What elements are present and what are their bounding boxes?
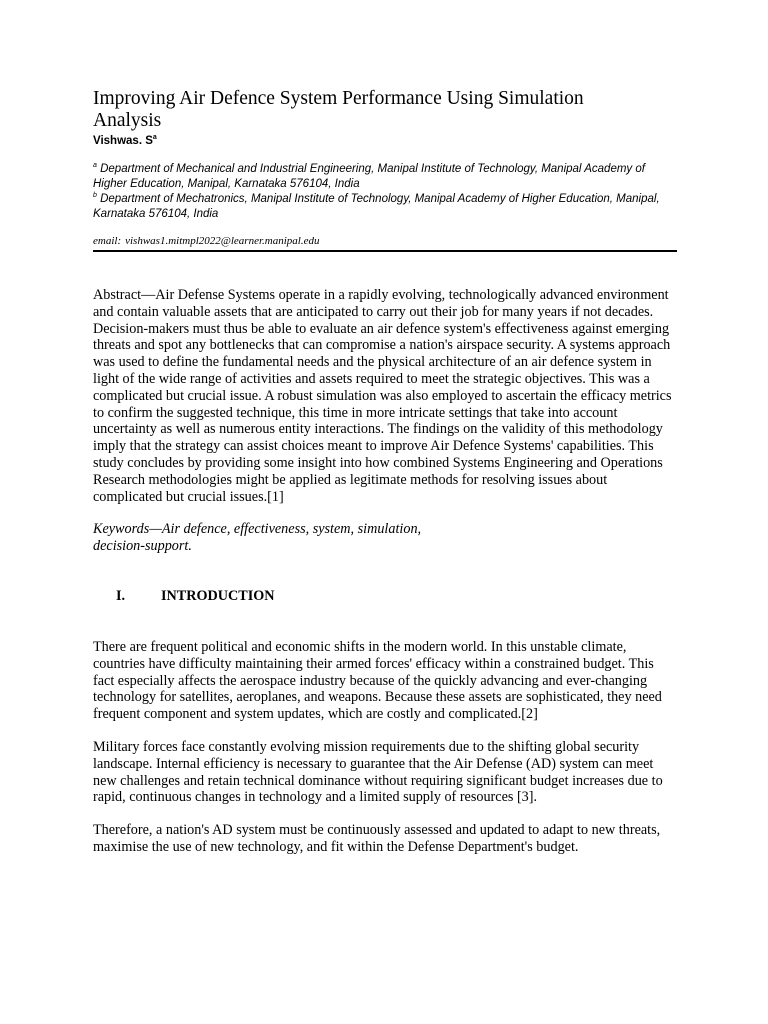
affiliations <box>93 162 677 222</box>
affiliation-b <box>93 192 677 222</box>
keywords-line-2: decision-support. <box>93 538 192 555</box>
author-line <box>93 134 677 148</box>
email-line <box>93 234 677 252</box>
intro-paragraph-3: Therefore, a nation's AD system must be continuously assessed and updated to adapt to new threats, maximise the use of new technology, and fit within the Defense Department's budget. <box>93 822 661 855</box>
keywords <box>93 521 677 555</box>
intro-paragraph-1: There are frequent political and economic shifts in the modern world. In this unstable climate, countries have difficulty maintaining their armed forces' efficacy within a constrained budget. This fact especially affects the aerospace industry because of the quickly advancing and ever-changing technology for satellites, aeroplanes, and weapons. Because these assets are sophisticated, they need frequent component and system updates, which are costly and complicated.[2] <box>93 638 662 723</box>
affiliation-text-b: Department of Mechatronics, Manipal Institute of Technology, Manipal Academy of Higher Education, Manipal, Karnataka 576104, India <box>93 193 660 220</box>
section-number: I. <box>116 587 126 604</box>
abstract: Abstract—Air Defense Systems operate in a rapidly evolving, technologically advanced environment and contain valuable assets that are anticipated to carry out their job for many years if not decades. Decision-makers must thus be able to evaluate an air defence system's effectiveness against emerging threats and spot any bottlenecks that can compromise a nation's airspace security. A systems approach was used to define the fundamental needs and the physical architecture of an air defence system in light of the wide range of activities and assets required to meet the strategic objectives. This was a complicated but crucial issue. A robust simulation was also employed to ascertain the efficacy metrics to confirm the suggested technique, this time in more intricate settings that take into account uncertainty as well as numerous entity interactions. The findings on the validity of this methodology imply that the strategy can assist choices meant to improve Air Defence Systems' capabilities. This study concludes by providing some insight into how combined Systems Engineering and Operations Research methodologies might be applied as legitimate methods for resolving issues about complicated but crucial issues.[1] <box>93 287 672 505</box>
author-name: Vishwas. S <box>93 135 153 147</box>
affiliation-text-a: Department of Mechanical and Industrial Engineering, Manipal Institute of Technology, Manipal Academy of Higher Education, Manipal, Karnataka 576104, India <box>93 163 645 190</box>
keywords-line-1: Keywords—Air defence, effectiveness, system, simulation, <box>93 521 422 538</box>
section-heading-introduction <box>93 588 677 605</box>
author-affiliation-marker: a <box>152 134 157 142</box>
email-label: email: <box>93 235 122 247</box>
section-title: INTRODUCTION <box>161 587 275 604</box>
intro-paragraph-2: Military forces face constantly evolving mission requirements due to the shifting global security landscape. Internal efficiency is necessary to guarantee that the Air Defense (AD) system can meet new challenges and retain technical dominance without requiring significant budget increases due to rapid, continuous changes in technology and a limited supply of resources [3]. <box>93 738 663 806</box>
affiliation-marker-b: b <box>93 192 97 200</box>
affiliation-marker-a: a <box>93 162 97 170</box>
email-address[interactable]: vishwas1.mitmpl2022@learner.manipal.edu <box>125 235 320 247</box>
paper-title: Improving Air Defence System Performance Using Simulation Analysis <box>93 88 584 131</box>
paper-page <box>93 88 677 856</box>
affiliation-a <box>93 162 677 192</box>
